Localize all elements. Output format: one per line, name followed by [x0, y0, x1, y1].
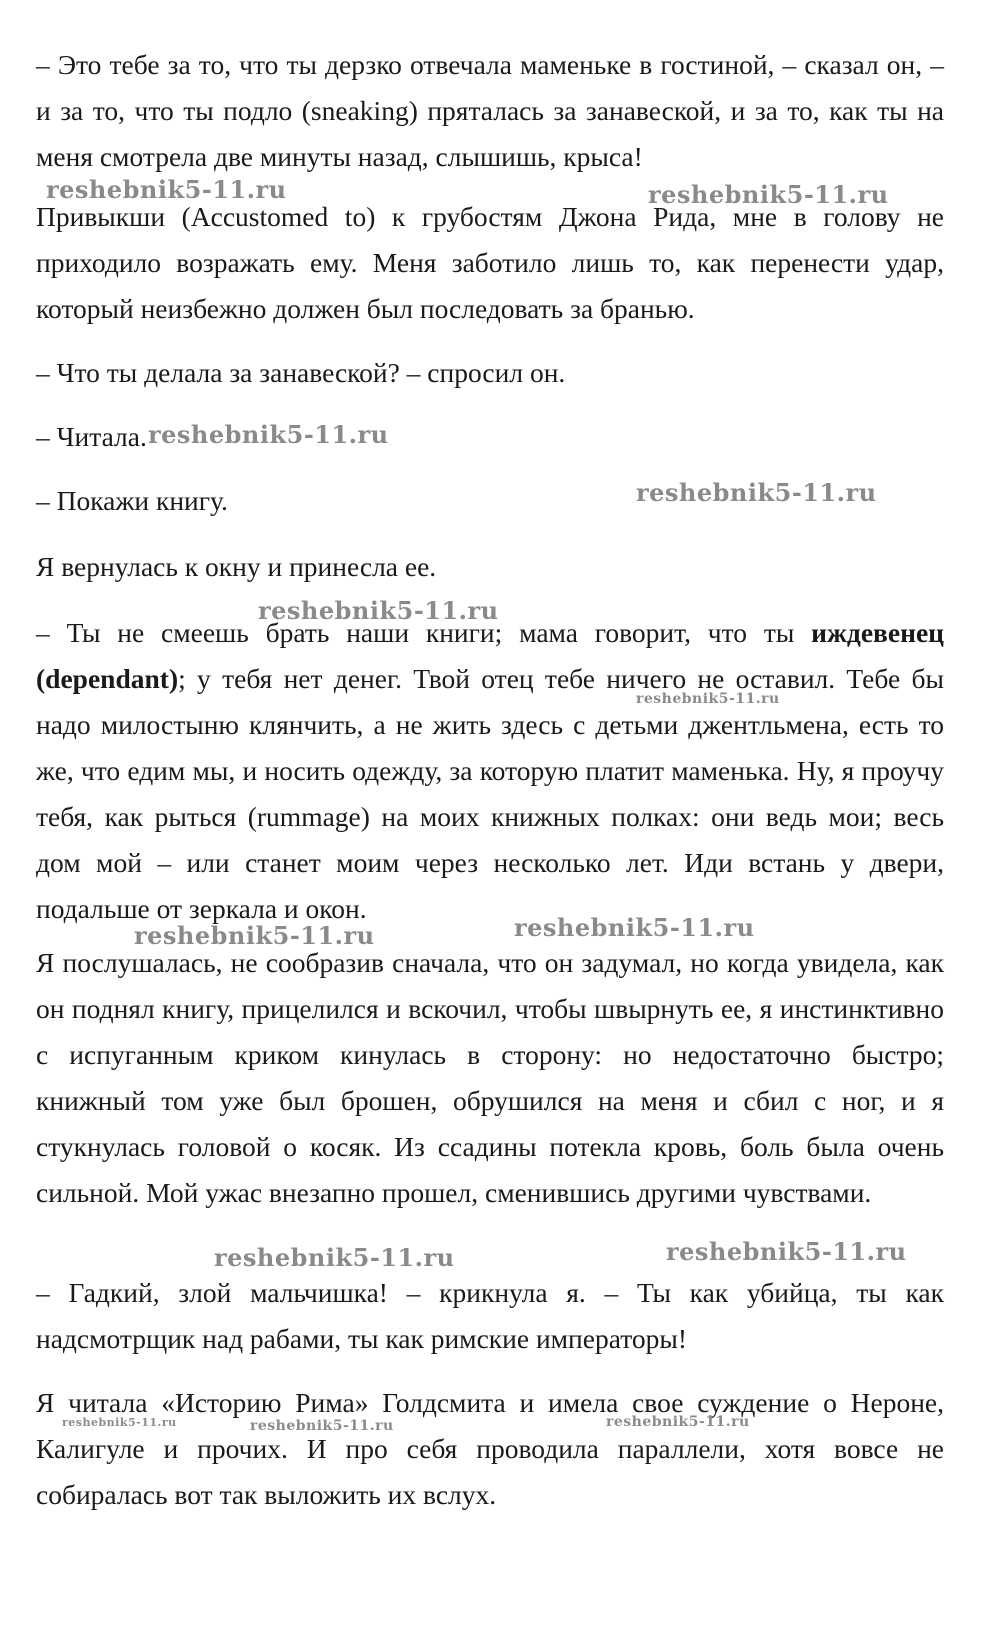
paragraph-1: – Это тебе за то, что ты дерзко отвечала маменьке в гостиной, – сказал он, – и за то, что ты подло (sneaking) пряталась за занавеской, и за то, как ты на меня смотрела две минуты назад, слышишь, крыса!: [36, 49, 944, 172]
watermark: reshebnik5-11.ru: [46, 175, 287, 204]
bold-term: иждевенец (dependant): [36, 617, 944, 694]
watermark: reshebnik5-11.ru: [134, 921, 375, 950]
watermark: reshebnik5-11.ru: [636, 478, 877, 507]
watermark: reshebnik5-11.ru: [148, 420, 389, 449]
watermark: reshebnik5-11.ru: [666, 1237, 907, 1266]
paragraph-7: [36, 610, 944, 932]
paragraph-10: Я читала «Историю Рима» Голдсмита и имела свое суждение о Нероне, Калигуле и прочих. И про себя проводила параллели, хотя вовсе не собиралась вот так выложить их вслух.: [36, 1387, 944, 1510]
paragraph-9: – Гадкий, злой мальчишка! – крикнула я. – Ты как убийца, ты как надсмотрщик над рабами, ты как римские императоры!: [36, 1277, 944, 1354]
watermark: reshebnik5-11.ru: [648, 180, 889, 209]
paragraph-4: – Читала.: [36, 421, 147, 452]
watermark: reshebnik5-11.ru: [250, 1418, 394, 1434]
watermark: reshebnik5-11.ru: [636, 691, 780, 707]
watermark: reshebnik5-11.ru: [62, 1416, 177, 1429]
paragraph-2: Привыкши (Accustomed to) к грубостям Джона Рида, мне в голову не приходило возражать ему. Меня заботило лишь то, как перенести удар, который неизбежно должен был последовать за бранью.: [36, 201, 944, 324]
watermark: reshebnik5-11.ru: [258, 596, 499, 625]
paragraph-7-rest: ; у тебя нет денег. Твой отец тебе ничего не оставил. Тебе бы надо милостыню клянчить, а не жить здесь с детьми джентльмена, есть то же, что едим мы, и носить одежду, за которую платит маменька. Ну, я проучу тебя, как рыться (rummage) на моих книжных полках: они ведь мои; весь дом мой – или станет моим через несколько лет. Иди встань у двери, подальше от зеркала и окон.: [36, 663, 944, 924]
watermark: reshebnik5-11.ru: [214, 1243, 455, 1272]
paragraph-5: – Покажи книгу.: [36, 485, 228, 516]
paragraph-7-start: – Ты не смеешь брать наши книги; мама говорит, что ты: [36, 617, 812, 648]
paragraph-6: Я вернулась к окну и принесла ее.: [36, 551, 437, 582]
paragraph-3: – Что ты делала за занавеской? – спросил он.: [36, 357, 566, 388]
watermark: reshebnik5-11.ru: [514, 913, 755, 942]
watermark: reshebnik5-11.ru: [606, 1414, 750, 1430]
paragraph-8: Я послушалась, не сообразив сначала, что он задумал, но когда увидела, как он поднял книгу, прицелился и вскочил, чтобы швырнуть ее, я инстинктивно с испуганным криком кинулась в сторону: но недостаточно быстро; книжный том уже был брошен, обрушился на меня и сбил с ног, и я стукнулась головой о косяк. Из ссадины потекла кровь, боль была очень сильной. Мой ужас внезапно прошел, сменившись другими чувствами.: [36, 947, 944, 1208]
